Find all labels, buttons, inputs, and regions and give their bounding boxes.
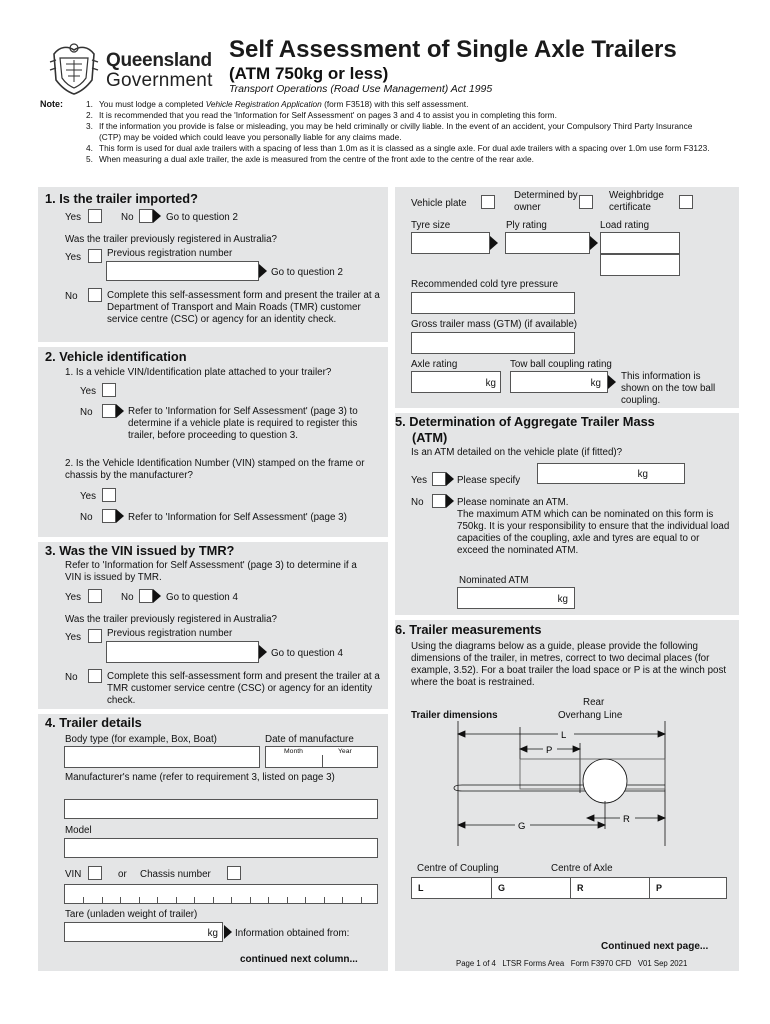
form-code: Form F3970 CFD [570,959,632,968]
s3-prev-reg-label: Previous registration number [107,628,233,639]
s5-nominate-label: Please nominate an ATM. [457,497,569,508]
vin-char-tick [194,897,195,903]
s3-intro: Refer to 'Information for Self Assessment' (page 3) to determine if a VIN is issued by TMR. [65,560,357,583]
s4r-tyre-size-input[interactable] [411,232,490,254]
s1-no-label: No [121,212,134,223]
s3-prev-no-label: No [65,672,78,683]
s5-yes-checkbox[interactable] [432,472,446,486]
vin-char-tick [361,897,362,903]
s3-prev-registered-question: Was the trailer previously registered in Australia? [65,614,277,625]
s5-no-checkbox[interactable] [432,494,446,508]
s4r-weighbridge-label: Weighbridge certificate [609,190,664,213]
s6-measurements-input[interactable] [411,877,727,899]
s4r-determined-checkbox[interactable] [579,195,593,209]
arrow-right-icon [446,494,454,508]
s4r-tow-ball-label: Tow ball coupling rating [510,359,612,370]
vin-char-tick [157,897,158,903]
s4-dom-label: Date of manufacture [265,734,354,745]
section-divider [38,709,388,714]
s3-no-label: No [121,592,134,603]
s4r-cold-pressure-label: Recommended cold tyre pressure [411,279,559,290]
vin-char-tick [342,897,343,903]
s1-prev-registration-input[interactable] [106,261,259,281]
arrow-right-icon [446,472,454,486]
vin-char-tick [139,897,140,903]
section-divider [38,342,388,347]
form-version: V01 Sep 2021 [637,959,688,968]
s4-model-label: Model [65,825,92,836]
s3-prev-registration-input[interactable] [106,641,259,663]
s3-goto-q4: Go to question 4 [166,592,238,603]
s4r-weighbridge-checkbox[interactable] [679,195,693,209]
form-subtitle: (ATM 750kg or less) [229,64,389,83]
s2-q2: 2. Is the Vehicle Identification Number (VIN) stamped on the frame or chassis by the manufacturer? [65,458,365,481]
s2-q2-no-checkbox[interactable] [102,509,116,523]
s5-no-label: No [411,497,424,508]
page-footer [456,959,687,968]
measure-p-label: P [656,883,663,893]
notes-list [86,99,712,164]
s4r-load-rating-input-2[interactable] [600,254,680,276]
s4-tare-label: Tare (unladen weight of trailer) [65,909,198,920]
note-item: 5. When measuring a dual axle trailer, the axle is measured from the centre of the front axle to the centre of the rear axle. [86,153,534,164]
s4r-gtm-label: Gross trailer mass (GTM) (if available) [411,319,578,330]
section-divider [395,615,739,620]
s1-no-instruction: Complete this self-assessment form and present the trailer at a Department of Transport and Main Roads (TMR) customer service centre (CSC) or agency for an identity check. [107,290,380,325]
s5-max-text: The maximum ATM which can be nominated on this form is 750kg. It is your responsibility to ensure that the individual load capacities of the coupling, axle and tyres are equal to or exceed the nominated ATM. [457,509,730,556]
s1-prev-yes-label: Yes [65,252,81,263]
s3-prev-no-checkbox[interactable] [88,669,102,683]
s5-specify-unit: kg [637,469,648,480]
org-name-line2: Government [106,70,213,91]
arrow-right-icon [224,925,232,939]
section-1-heading: 1. Is the trailer imported? [45,191,198,206]
s4-vin-chassis-input[interactable] [64,884,378,904]
s2-q1-yes-checkbox[interactable] [102,383,116,397]
s4-chassis-checkbox[interactable] [227,866,241,880]
vin-char-tick [324,897,325,903]
vin-char-tick [305,897,306,903]
s4-year-label: Year [338,748,352,755]
section-2-heading: 2. Vehicle identification [45,349,187,364]
s4r-cold-pressure-input[interactable] [411,292,575,314]
vin-char-tick [102,897,103,903]
s3-prev-yes-checkbox[interactable] [88,629,102,643]
diagram-label-g: G [518,821,526,832]
s2-q2-yes-label: Yes [80,491,96,502]
s6-intro: Using the diagrams below as a guide, please provide the following dimensions of the trailer, in metres, correct to two decimal places (for example, 3.52). For a boat trailer the load space or P is at the winch post where the boat is restrained. [411,641,727,688]
s4-chassis-label: Chassis number [140,869,211,880]
org-name-line1: Queensland [106,50,212,71]
arrow-right-icon [608,375,616,389]
s6-coupling-label: Centre of Coupling [417,863,499,874]
section-divider [395,408,739,413]
s1-imported-no-checkbox[interactable] [139,209,153,223]
s5-nominated-label: Nominated ATM [459,575,529,586]
s4r-tyre-size-label: Tyre size [411,220,451,231]
section-divider [38,537,388,542]
section-5-heading-2: (ATM) [412,430,448,445]
s6-axle-label: Centre of Axle [551,863,613,874]
arrow-right-icon [490,236,498,250]
arrow-right-icon [259,645,267,659]
measure-g-label: G [498,883,506,893]
s5-specify-input[interactable] [537,463,685,484]
arrow-right-icon [590,236,598,250]
s3-yes-label: Yes [65,592,81,603]
form-title: Self Assessment of Single Axle Trailers [229,36,677,63]
diagram-label-l: L [561,730,567,741]
continued-next-page: Continued next page... [601,941,709,952]
section-5-heading: 5. Determination of Aggregate Trailer Mass [395,414,655,429]
arrow-right-icon [153,209,161,223]
vin-char-tick [120,897,121,903]
vin-char-tick [83,897,84,903]
vin-char-tick [213,897,214,903]
vin-char-tick [231,897,232,903]
s1-prev-no-checkbox[interactable] [88,288,102,302]
s4r-info-note: This information is shown on the tow ball coupling. [621,371,716,406]
diagram-label-p: P [546,745,553,756]
diagram-label-r: R [623,814,630,825]
s4r-axle-rating-input[interactable] [411,371,501,393]
s2-q2-no-label: No [80,512,93,523]
s1-prev-registered-question: Was the trailer previously registered in Australia? [65,234,277,245]
s4r-gtm-input[interactable] [411,332,575,354]
s6-rear-label: Rear [583,697,605,708]
s2-refer-1: Refer to 'Information for Self Assessment' (page 3) to determine if a vehicle plate is required to register this trailer, before proceeding to question 3. [128,406,358,441]
s4-vin-label: VIN [65,869,82,880]
vin-char-tick [268,897,269,903]
s4r-ply-rating-input[interactable] [505,232,590,254]
continued-next-column: continued next column... [240,954,358,965]
s2-q2-yes-checkbox[interactable] [102,488,116,502]
s4-tare-unit: kg [207,928,218,939]
s4r-load-rating-label: Load rating [600,220,650,231]
s5-yes-label: Yes [411,475,427,486]
note-item: 2. It is recommended that you read the 'Information for Self Assessment' on pages 3 and 4 to assist you in completing this form. [86,109,557,120]
s6-dims-label: Trailer dimensions [411,710,498,721]
s3-no-instruction: Complete this self-assessment form and present the trailer at a TMR customer service centre (CSC) or agency for an identity check. [107,671,380,706]
note-item: 4. This form is used for dual axle trailers with a spacing of less than 1.0m as it is classed as a single axle. For dual axle trailers with a spacing over 1.0m use form F3123. [86,142,710,153]
vin-char-tick [287,897,288,903]
s4r-vehicle-plate-checkbox[interactable] [481,195,495,209]
s4-manufacturer-label: Manufacturer's name (refer to requirement 3, listed on page 3) [65,772,335,783]
arrow-right-icon [116,404,124,418]
s2-refer-2: Refer to 'Information for Self Assessment' (page 3) [128,512,347,523]
s4-manufacturer-input[interactable] [64,799,378,819]
s4-tare-input[interactable] [64,922,223,942]
legislation-reference: Transport Operations (Road Use Management) Act 1995 [229,83,493,95]
s4-or-label: or [118,869,127,880]
s1-prev-reg-label: Previous registration number [107,248,233,259]
measure-l-label: L [418,883,424,893]
note-item: 3. If the information you provide is false or misleading, you may be held criminally or civilly liable. In the event of an accident, your Compulsory Third Party Insurance (CTP) may be voided which could leave you personally liable for any claims made. [86,120,693,142]
queensland-crest-logo [46,40,102,96]
measure-r-label: R [577,883,584,893]
section-6-heading: 6. Trailer measurements [395,622,542,637]
notes-label: Note: [40,99,63,109]
s1-imported-yes-checkbox[interactable] [88,209,102,223]
trailer-diagram [450,721,740,846]
s2-q1-no-checkbox[interactable] [102,404,116,418]
s3-no-checkbox[interactable] [139,589,153,603]
section-4-heading: 4. Trailer details [45,715,142,730]
left-column-panel [38,187,388,971]
s4r-tow-ball-input[interactable] [510,371,608,393]
s3-yes-checkbox[interactable] [88,589,102,603]
page-number: Page 1 of 4 [456,959,496,968]
s1-yes-label: Yes [65,212,81,223]
forms-area: LTSR Forms Area [502,959,565,968]
s4r-vehicle-plate-label: Vehicle plate [411,198,467,209]
s3-prev-yes-label: Yes [65,632,81,643]
s6-overhang-label: Overhang Line [558,710,623,721]
s2-q1: 1. Is a vehicle VIN/Identification plate attached to your trailer? [65,367,332,378]
s3-goto-q4-b: Go to question 4 [271,648,343,659]
s1-prev-yes-checkbox[interactable] [88,249,102,263]
s2-q1-yes-label: Yes [80,386,96,397]
s4r-axle-rating-label: Axle rating [411,359,458,370]
s1-goto-q2-b: Go to question 2 [271,267,343,278]
section-3-heading: 3. Was the VIN issued by TMR? [45,543,235,558]
s1-goto-q2: Go to question 2 [166,212,238,223]
s4-model-input[interactable] [64,838,378,858]
right-column-panel [395,187,739,971]
s4r-ply-rating-label: Ply rating [506,220,547,231]
s4-date-of-manufacture-input[interactable] [265,746,378,768]
s5-nominated-atm-input[interactable] [457,587,575,609]
s5-question: Is an ATM detailed on the vehicle plate (if fitted)? [411,447,623,458]
arrow-right-icon [153,589,161,603]
vin-char-tick [176,897,177,903]
s4r-tow-ball-unit: kg [590,378,601,389]
s5-nominated-unit: kg [557,594,568,605]
note-item: 1. You must lodge a completed Vehicle Registration Application (form F3518) with this self assessment. [86,99,469,109]
s2-q1-no-label: No [80,407,93,418]
s4r-axle-unit: kg [485,378,496,389]
s4-vin-checkbox[interactable] [88,866,102,880]
arrow-right-icon [116,509,124,523]
s4-body-type-label: Body type (for example, Box, Boat) [65,734,217,745]
s4-month-label: Month [284,748,303,755]
vin-char-tick [250,897,251,903]
s4-info-from-label: Information obtained from: [235,928,350,939]
s5-specify-label: Please specify [457,475,521,486]
s1-prev-no-label: No [65,291,78,302]
s4-body-type-input[interactable] [64,746,260,768]
s4r-determined-label: Determined by owner [514,190,578,213]
s4r-load-rating-input[interactable] [600,232,680,254]
arrow-right-icon [259,264,267,278]
